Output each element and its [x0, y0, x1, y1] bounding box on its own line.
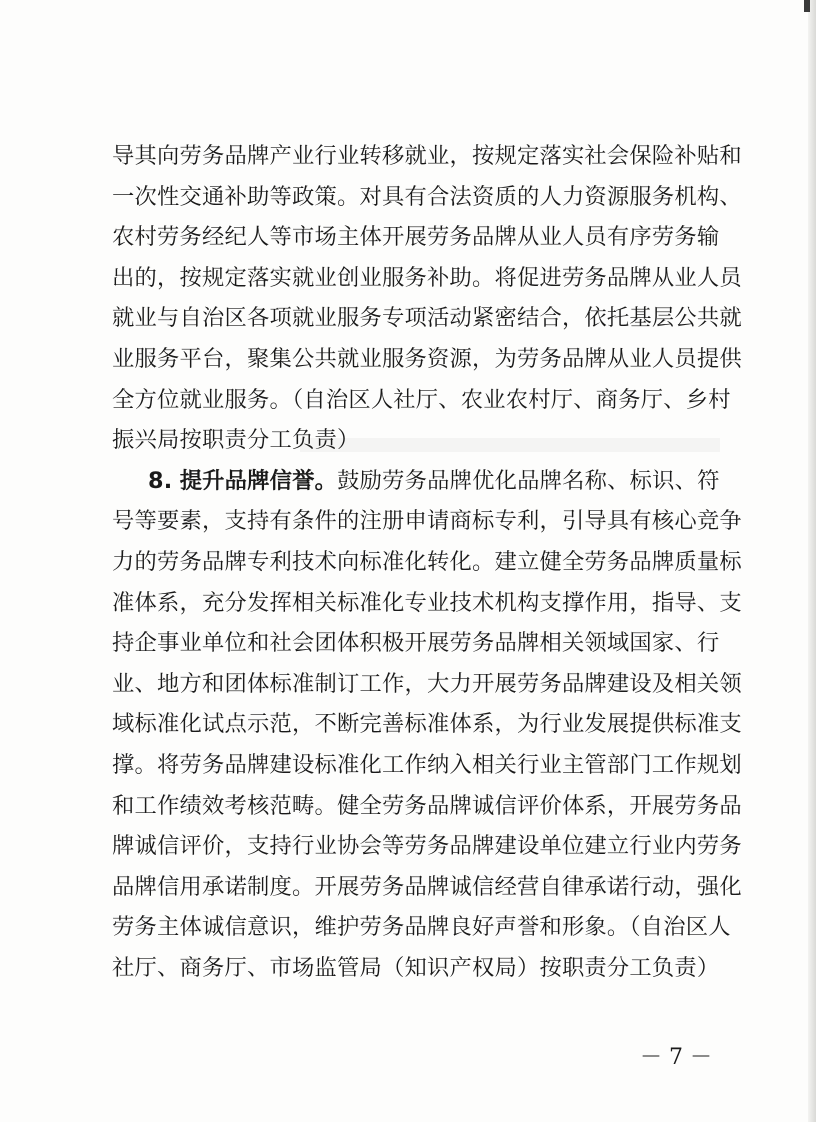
paragraph-line: 就业与自治区各项就业服务专项活动紧密结合，依托基层公共就: [112, 305, 742, 332]
paragraph-line: 全方位就业服务。（自治区人社厅、农业农村厅、商务厅、乡村: [112, 386, 731, 413]
paragraph-line: 域标准化试点示范，不断完善标准体系，为行业发展提供标准支: [112, 711, 742, 738]
paragraph-line: 导其向劳务品牌产业行业转移就业，按规定落实社会保险补贴和: [112, 143, 742, 169]
paragraph-line: 号等要素，支持有条件的注册申请商标专利，引导具有核心竞争: [112, 508, 742, 535]
section-title: 提升品牌信誉。: [179, 467, 338, 494]
paragraph-line: 社厅、商务厅、市场监管局（知识产权局）按职责分工负责）: [112, 954, 720, 981]
paragraph-line: 和工作绩效考核范畴。健全劳务品牌诚信评价体系，开展劳务品: [112, 792, 742, 819]
scan-edge-shadow: [808, 0, 816, 1122]
paragraph-line: 农村劳务经纪人等市场主体开展劳务品牌从业人员有序劳务输: [112, 224, 720, 251]
paragraph-line: 业服务平台，聚集公共就业服务资源，为劳务品牌从业人员提供: [112, 345, 742, 372]
paragraph-line: 准体系，充分发挥相关标准化专业技术机构支撑作用，指导、支: [112, 589, 742, 616]
paragraph-line: 力的劳务品牌专利技术向标准化转化。建立健全劳务品牌质量标: [112, 548, 742, 575]
paragraph-line: 牌诚信评价，支持行业协会等劳务品牌建设单位建立行业内劳务: [112, 833, 742, 860]
paragraph-line-rest: 鼓励劳务品牌优化品牌名称、标识、符: [337, 467, 720, 494]
paragraph-line: 品牌信用承诺制度。开展劳务品牌诚信经营自律承诺行动，强化: [112, 873, 742, 900]
paragraph-line: 持企事业单位和社会团体积极开展劳务品牌相关领域国家、行: [112, 630, 720, 657]
paragraph-line: 撑。将劳务品牌建设标准化工作纳入相关行业主管部门工作规划: [112, 751, 742, 778]
paragraph-line: 一次性交通补助等政策。对具有合法资质的人力资源服务机构、: [112, 183, 742, 210]
paragraph-line: 出的，按规定落实就业创业服务补助。将促进劳务品牌从业人员: [112, 264, 742, 291]
scan-corner-mark: [804, 0, 810, 12]
section-number: 8.: [148, 467, 173, 494]
body-text: [112, 136, 742, 988]
paragraph-line: 劳务主体诚信意识，维护劳务品牌良好声誉和形象。（自治区人: [112, 914, 731, 941]
section-heading-line: [112, 461, 720, 502]
paragraph-line: 业、地方和团体标准制订工作，大力开展劳务品牌建设及相关领: [112, 670, 742, 697]
paragraph-line: 振兴局按职责分工负责）: [112, 427, 360, 454]
page-number: － 7 －: [640, 1045, 712, 1070]
